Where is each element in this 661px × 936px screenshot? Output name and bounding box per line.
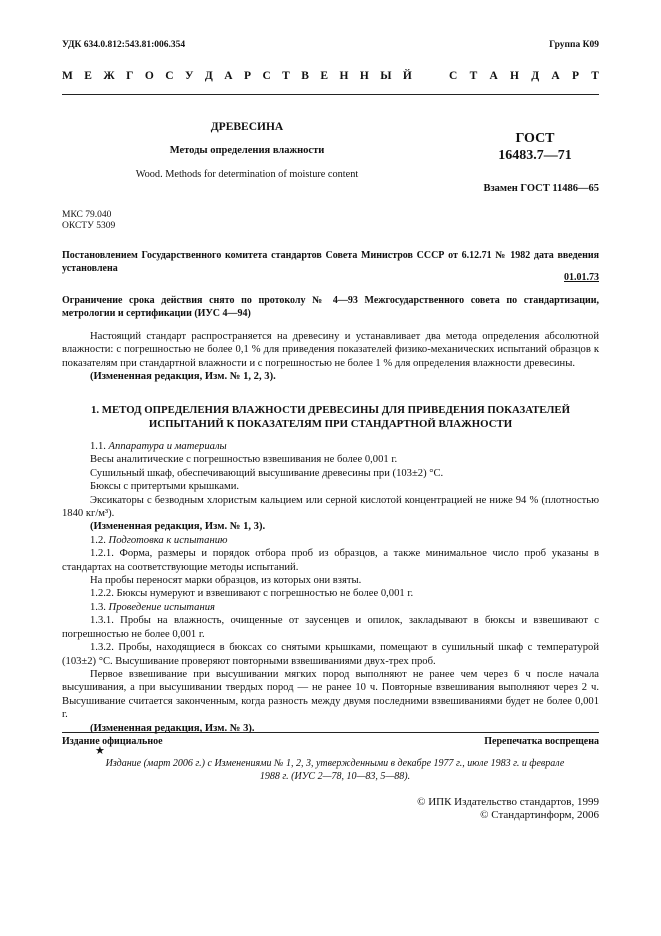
banner-letter: А [551, 70, 560, 82]
group-code: Группа К09 [549, 40, 599, 50]
banner-letter: Н [359, 70, 369, 82]
clause-1-2-heading: Подготовка к испытанию [108, 534, 228, 546]
udk-code: УДК 634.0.812:543.81:006.354 [62, 40, 186, 50]
revision-1: (Измененная редакция, Изм. № 1, 3). [90, 521, 266, 533]
desiccator-item: Эксикаторы с безводным хлористым кальцием или серной кислотой концентрацией не ниже 94 % (плотностью 1840 кг/м³). [62, 494, 599, 520]
banner-letter: А [224, 70, 233, 82]
banner-letter: Т [282, 70, 290, 82]
decree-text: Постановлением Государственного комитета стандартов Совета Министров СССР от 6.12.71 № 1982 дата введения установлена [62, 250, 599, 274]
banner-word-2 [449, 70, 599, 82]
clause-1-3 [62, 601, 599, 614]
clause-1-2-2: 1.2.2. Бюксы нумеруют и взвешивают с погрешностью не более 0,001 г. [90, 588, 414, 600]
effective-date: 01.01.73 [564, 272, 599, 283]
clause-1-3-heading: Проведение испытания [108, 601, 215, 613]
banner-letter: М [62, 70, 73, 82]
banner-letter: Е [84, 70, 92, 82]
banner-letter: Т [591, 70, 599, 82]
english-title: Wood. Methods for determination of moisture content [135, 169, 359, 180]
banner-word-1 [62, 70, 412, 82]
copyright-ipk: © ИПК Издательство стандартов, 1999 [417, 796, 599, 808]
mks-code: МКС 79.040 [62, 210, 112, 220]
clause-1-2 [62, 534, 599, 547]
oven-item: Сушильный шкаф, обеспечивающий высушивание древесины при (103±2) °С. [90, 467, 444, 479]
clause-1-3-2: 1.3.2. Пробы, находящиеся в бюксах со снятыми крышками, помещают в сушильный шкаф с температурой (103±2) °С. Высушивание проверяют повторными взвешиваниями двух-трех проб. [62, 642, 599, 667]
clause-1-3-number: 1.3. [90, 601, 106, 613]
scales-item: Весы аналитические с погрешностью взвешивания не более 0,001 г. [90, 454, 398, 466]
replaces-standard: Взамен ГОСТ 11486—65 [483, 183, 599, 194]
reprint-notice: Перепечатка воспрещена [484, 736, 599, 747]
copyright-standartinform: © Стандартинформ, 2006 [480, 809, 599, 821]
gost-label: ГОСТ [515, 131, 555, 146]
revision-3: (Измененная редакция, Изм. № 3). [90, 722, 255, 734]
banner-letter: Ы [380, 70, 392, 82]
clause-1-1-heading: Аппаратура и материалы [108, 441, 227, 452]
banner-letter: Р [571, 70, 580, 82]
banner-letter: О [144, 70, 154, 82]
clause-1-1-number: 1.1. [90, 441, 106, 452]
clause-1-2-1: 1.2.1. Форма, размеры и порядок отбора проб из образцов, а также минимальное число проб указаны в стандартах на соответствующие методы испытаний. [62, 548, 599, 573]
banner-letter: Н [339, 70, 349, 82]
banner-letter: С [165, 70, 174, 82]
edition-note: Издание (март 2006 г.) с Изменениями № 1, 2, 3, утвержденными в декабре 1977 г., июле 1983 г. и феврале 1988 г. (ИУС 2—78, 10—83, 5—88). [105, 758, 565, 782]
banner-letter: А [489, 70, 498, 82]
section-1-title: 1. МЕТОД ОПРЕДЕЛЕНИЯ ВЛАЖНОСТИ ДРЕВЕСИНЫ ДЛЯ ПРИВЕДЕНИЯ ПОКАЗАТЕЛЕЙ ИСПЫТАНИЙ К ПОКАЗАТЕЛЯМ ПРИ СТАНДАРТНОЙ ВЛАЖНОСТИ [90, 404, 570, 430]
clause-1-2-number: 1.2. [90, 534, 106, 546]
banner-rule [62, 94, 599, 95]
clause-1-3-2-b: Первое взвешивание при высушивании мягких пород выполняют не ранее чем через 6 ч после начала высушивания, а при высушивании твердых пород — не ранее 10 ч. Повторные взвешивания выполняют через 2 ч. Высушивание считается законченным, когда разность между двумя последними взвешиваниями будет не более 0,001 г. [62, 668, 599, 721]
banner-letter: Ж [103, 70, 115, 82]
banner-letter: Н [510, 70, 519, 82]
clause-1-1 [62, 440, 599, 453]
banner-letter: С [449, 70, 458, 82]
intro-section [62, 330, 599, 384]
banner-letter: Е [320, 70, 329, 82]
official-edition: Издание официальное [62, 736, 163, 747]
banner-letter: Р [243, 70, 252, 82]
banner-letter: Д [204, 70, 213, 82]
clause-1-2-1-b: На пробы переносят марки образцов, из которых они взяты. [90, 575, 362, 587]
okstu-code: ОКСТУ 5309 [62, 221, 116, 231]
banner-letter: Г [126, 70, 134, 82]
banner-letter: С [262, 70, 271, 82]
banner-letter: Т [469, 70, 478, 82]
limitation-text: Ограничение срока действия снято по протоколу № 4—93 Межгосударственного совета по стандартизации, метрологии и сертификации (ИУС 4—94) [62, 295, 599, 319]
footer-rule [62, 732, 599, 733]
section-1-body [62, 440, 599, 735]
document-subtitle: Методы определения влажности [169, 145, 325, 156]
star-icon: ★ [95, 745, 105, 757]
bottles-item: Бюксы с притертыми крышками. [90, 481, 240, 493]
document-title: ДРЕВЕСИНА [210, 121, 284, 133]
banner-letter: В [301, 70, 309, 82]
standard-banner [62, 70, 599, 82]
banner-letter: Й [402, 70, 412, 82]
banner-letter: Д [531, 70, 540, 82]
banner-letter: У [185, 70, 194, 82]
gost-number: 16483.7—71 [498, 148, 572, 163]
intro-revision: (Измененная редакция, Изм. № 1, 2, 3). [90, 371, 276, 383]
intro-paragraph: Настоящий стандарт распространяется на древесину и устанавливает два метода определения абсолютной влажности: с погрешностью не более 0,1 % для приведения показателей физико-механических испытаний образцов к показателям при стандартной влажности и с погрешностью не более 1 % для определения влажности древесины. [62, 331, 599, 369]
clause-1-3-1: 1.3.1. Пробы на влажность, очищенные от заусенцев и опилок, закладывают в бюксы и взвешивают с погрешностью не более 0,001 г. [62, 615, 599, 640]
